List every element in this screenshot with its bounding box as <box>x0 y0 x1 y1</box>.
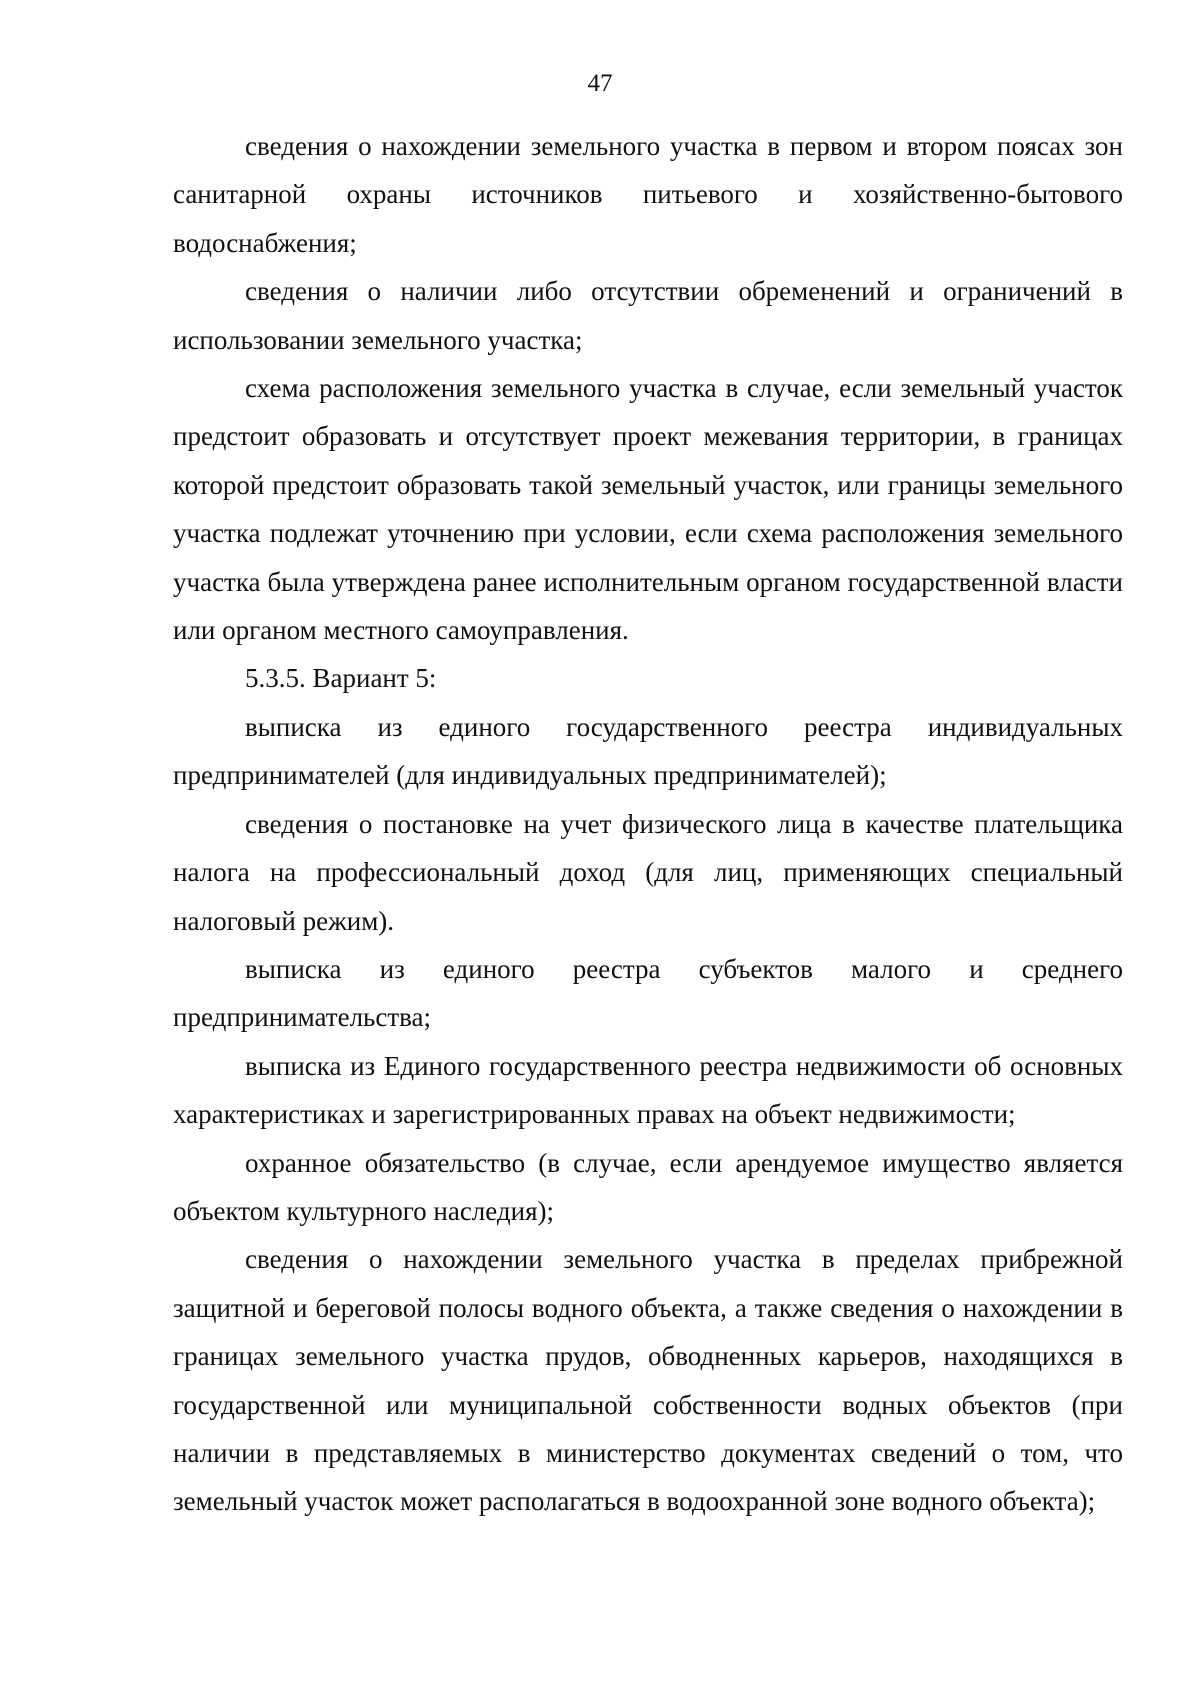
paragraph-sme-registry-extract: выписка из единого реестра субъектов малого и среднего предпринимательства; <box>173 953 1123 1033</box>
paragraph-tax-registration: сведения о постановке на учет физического лица в качестве плательщика налога на профессиональный доход (для лиц, применяющих специальный налоговый режим). <box>173 808 1123 936</box>
paragraph-egrip-extract: выписка из единого государственного реестра индивидуальных предпринимателей (для индивидуальных предпринимателей); <box>173 711 1123 791</box>
paragraph-sanitary-zones: сведения о нахождении земельного участка в первом и втором поясах зон санитарной охраны источников питьевого и хозяйственно-бытового водоснабжения; <box>173 131 1123 258</box>
section-heading-variant-5: 5.3.5. Вариант 5: <box>245 663 437 694</box>
paragraph-egrn-extract: выписка из Единого государственного реестра недвижимости об основных характеристиках и зарегистрированных правах на объект недвижимости; <box>173 1050 1123 1130</box>
paragraph-protection-obligation: охранное обязательство (в случае, если арендуемое имущество является объектом культурного наследия); <box>173 1147 1123 1226</box>
paragraph-encumbrances: сведения о наличии либо отсутствии обременений и ограничений в использовании земельного участка; <box>173 276 1123 355</box>
document-body <box>173 122 1123 1526</box>
paragraph-land-plot-scheme: схема расположения земельного участка в случае, если земельный участок предстоит образовать и отсутствует проект межевания территории, в границах которой предстоит образовать такой земельный участок, или границы земельного участка подлежат уточнению при условии, если схема расположения земельного участка была утверждена ранее исполнительным органом государственной власти или органом местного самоуправления. <box>173 373 1123 646</box>
page-number: 47 <box>587 70 613 97</box>
paragraph-water-protection-zone: сведения о нахождении земельного участка в пределах прибрежной защитной и береговой полосы водного объекта, а также сведения о нахождении в границах земельного участка прудов, обводненных карьеров, находящихся в государственной или муниципальной собственности водных объектов (при наличии в представляемых в министерство документах сведений о том, что земельный участок может располагаться в водоохранной зоне водного объекта); <box>173 1244 1123 1517</box>
